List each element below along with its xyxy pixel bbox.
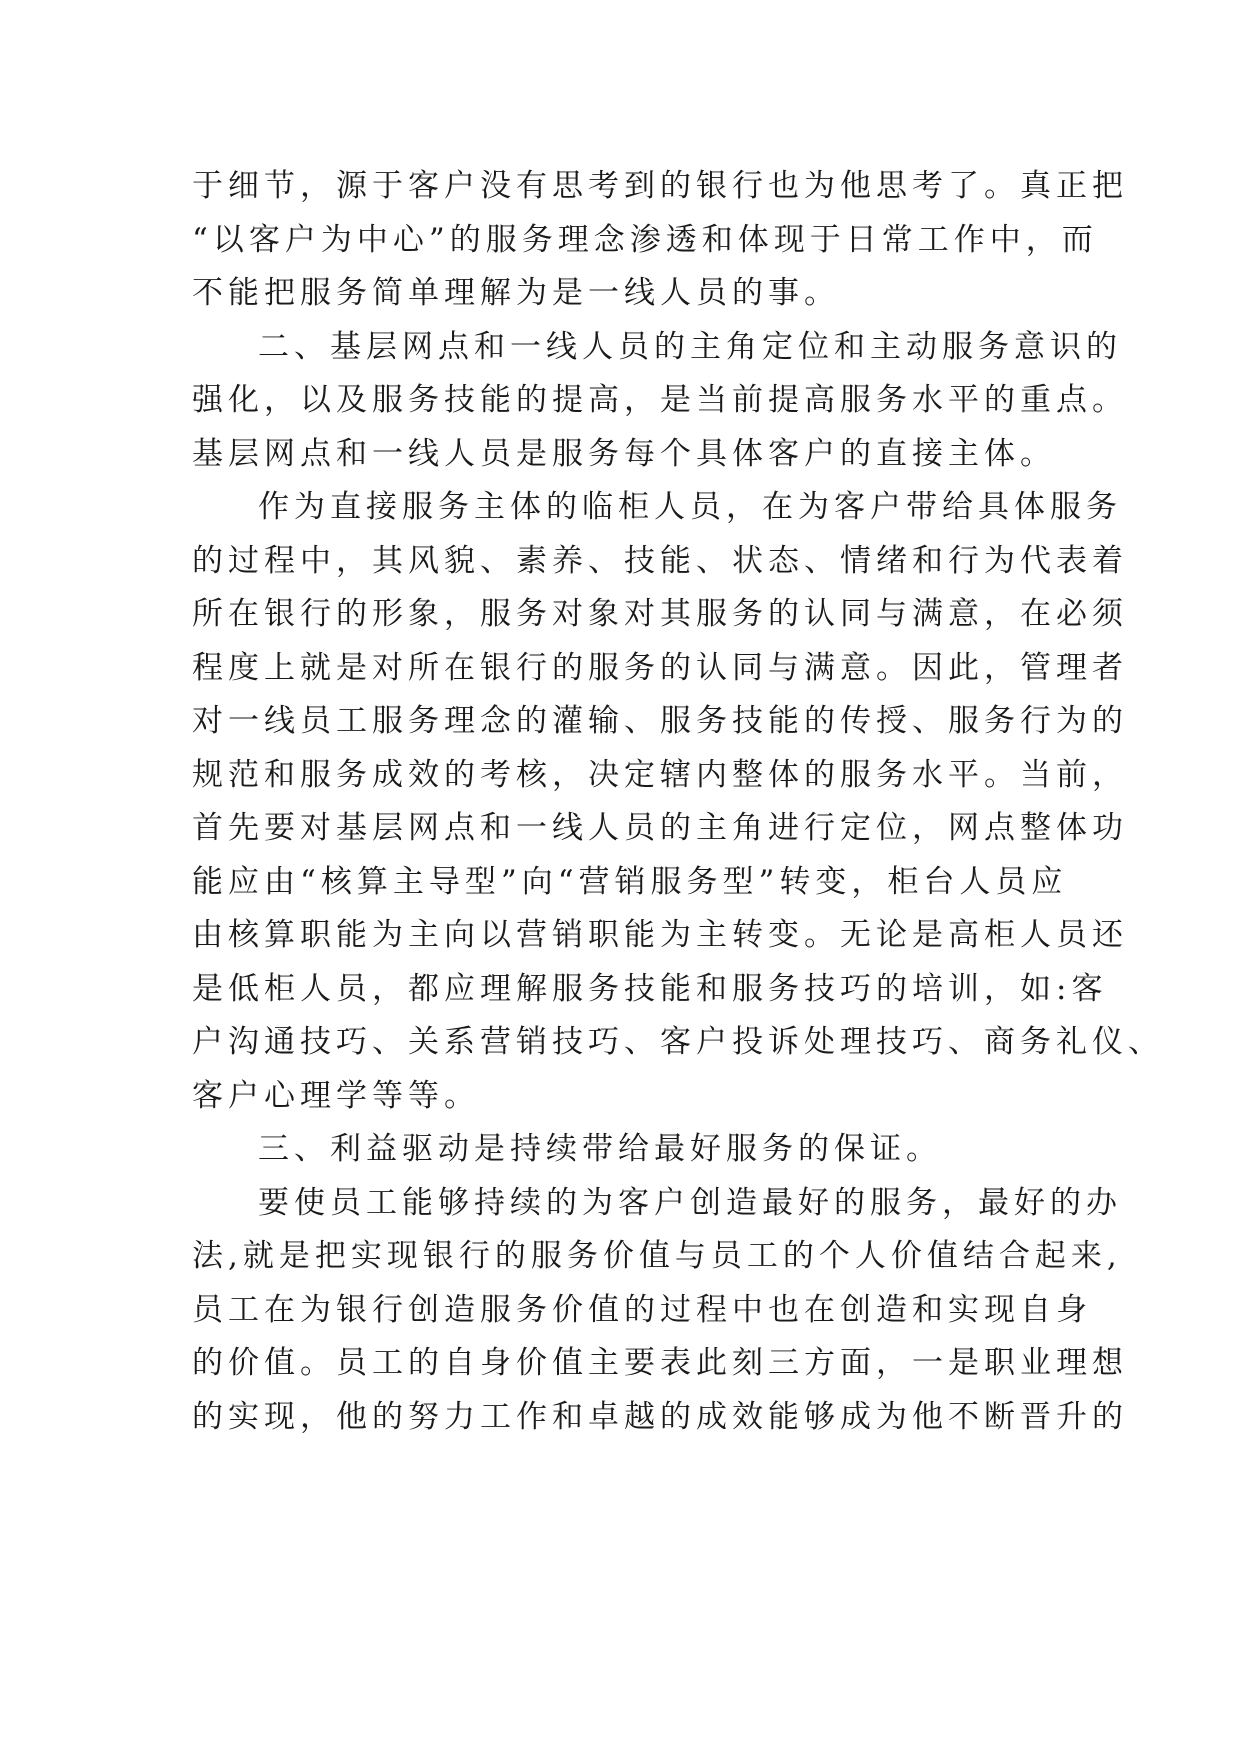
text-line: 的过程中，其风貌、素养、技能、状态、情绪和行为代表着: [192, 542, 1128, 579]
text-line: 所在银行的形象，服务对象对其服务的认同与满意，在必须: [192, 596, 1128, 632]
text-line: 不能把服务简单理解为是一线人员的事。: [192, 275, 840, 311]
text-line: 程度上就是对所在银行的服务的认同与满意。因此，管理者: [192, 649, 1128, 686]
text-line: 的实现，他的努力工作和卓越的成效能够成为他不断晋升的: [192, 1398, 1128, 1435]
text-line: “以客户为中心”的服务理念渗透和体现于日常工作中，而: [192, 221, 1098, 258]
text-line: 规范和服务成效的考核，决定辖内整体的服务水平。当前，: [192, 756, 1128, 793]
text-line: 对一线员工服务理念的灌输、服务技能的传授、服务行为的: [192, 703, 1128, 739]
text-line: 的价值。员工的自身价值主要表此刻三方面，一是职业理想: [192, 1345, 1128, 1381]
text-line: 由核算职能为主向以营销职能为主转变。无论是高柜人员还: [192, 917, 1128, 953]
text-line: 作为直接服务主体的临柜人员，在为客户带给具体服务: [258, 489, 1122, 525]
text-line: 员工在为银行创造服务价值的过程中也在创造和实现自身: [192, 1291, 1092, 1328]
text-line: 于细节，源于客户没有思考到的银行也为他思考了。真正把: [192, 168, 1128, 204]
text-line: 能应由“核算主导型”向“营销服务型”转变，柜台人员应: [192, 863, 1068, 900]
text-line: 要使员工能够持续的为客户创造最好的服务，最好的办: [258, 1184, 1122, 1221]
document-body: [192, 160, 1164, 1444]
text-line: 基层网点和一线人员是服务每个具体客户的直接主体。: [192, 435, 1056, 472]
section-heading: 三、利益驱动是持续带给最好服务的保证。: [258, 1131, 942, 1167]
text-line: 首先要对基层网点和一线人员的主角进行定位，网点整体功: [192, 810, 1128, 846]
text-line: 二、基层网点和一线人员的主角定位和主动服务意识的: [258, 328, 1122, 365]
text-line: 是低柜人员，都应理解服务技能和服务技巧的培训，如:客: [192, 970, 1108, 1007]
text-line: 客户心理学等等。: [192, 1077, 480, 1114]
text-line: 法,就是把实现银行的服务价值与员工的个人价值结合起来,: [192, 1238, 1122, 1274]
text-line: 户沟通技巧、关系营销技巧、客户投诉处理技巧、商务礼仪、: [192, 1024, 1164, 1060]
text-line: 强化，以及服务技能的提高，是当前提高服务水平的重点。: [192, 382, 1128, 418]
